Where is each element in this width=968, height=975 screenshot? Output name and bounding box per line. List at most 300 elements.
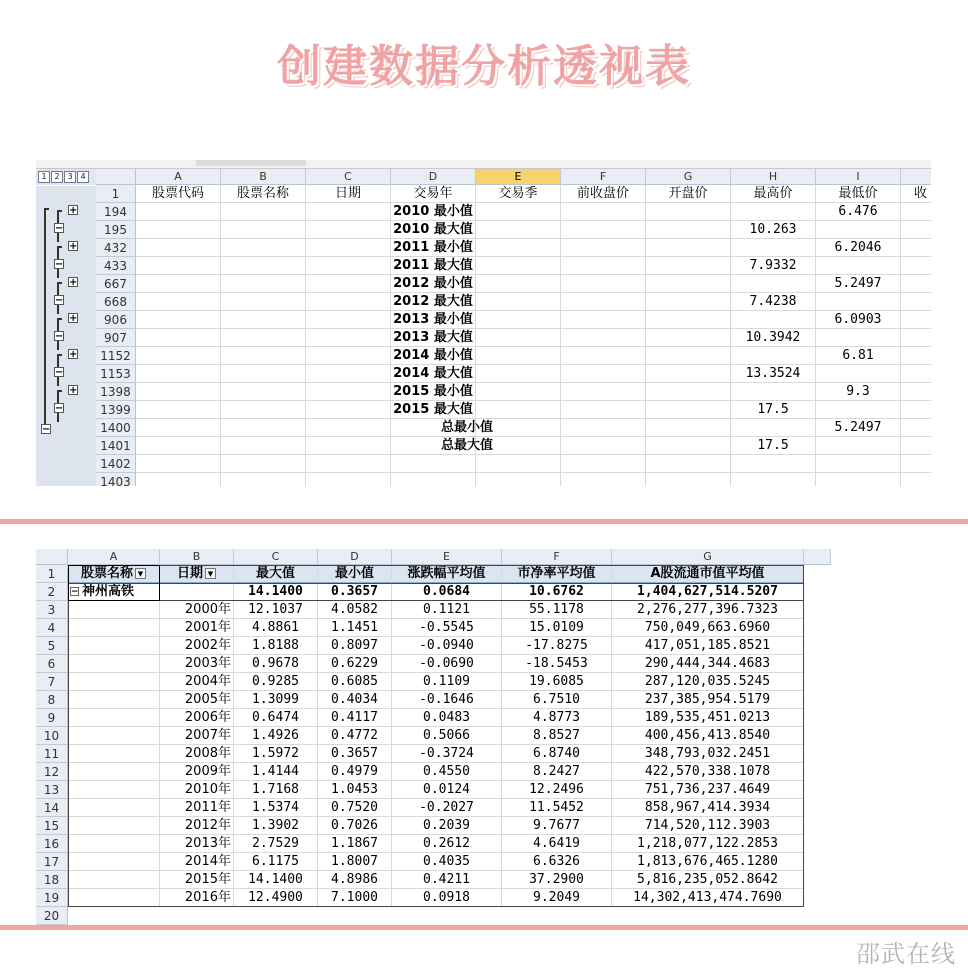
value-cell[interactable]: 1.8188 xyxy=(234,637,318,655)
sheet-cell[interactable] xyxy=(561,473,646,486)
sheet-cell[interactable] xyxy=(901,419,931,437)
sheet-cell[interactable] xyxy=(901,203,931,221)
value-cell[interactable]: 6.6326 xyxy=(502,853,612,871)
sheet-cell[interactable]: 10.263 xyxy=(731,221,816,239)
value-cell[interactable]: 1.1451 xyxy=(318,619,392,637)
sheet-cell[interactable] xyxy=(646,365,731,383)
sheet-cell[interactable] xyxy=(561,221,646,239)
value-cell[interactable]: 1.7168 xyxy=(234,781,318,799)
field-header-cell[interactable]: 交易年 xyxy=(391,185,476,203)
sheet-cell[interactable]: 2012 最小值 xyxy=(391,275,476,293)
outline-level-4-button[interactable]: 4 xyxy=(77,171,89,183)
row-header[interactable]: 432 xyxy=(96,239,136,257)
value-cell[interactable] xyxy=(68,727,160,745)
year-cell[interactable]: 2013年 xyxy=(160,835,234,853)
value-cell[interactable]: 0.2612 xyxy=(392,835,502,853)
value-cell[interactable]: 1.4144 xyxy=(234,763,318,781)
sheet-cell[interactable] xyxy=(306,311,391,329)
sheet-cell[interactable]: 2012 最大值 xyxy=(391,293,476,311)
sheet-cell[interactable] xyxy=(816,221,901,239)
value-cell[interactable]: 4.8986 xyxy=(318,871,392,889)
sheet-cell[interactable] xyxy=(136,275,221,293)
sheet-cell[interactable] xyxy=(561,455,646,473)
sheet-cell[interactable] xyxy=(136,329,221,347)
year-cell[interactable]: 2007年 xyxy=(160,727,234,745)
row-header[interactable]: 19 xyxy=(36,889,68,907)
value-cell[interactable] xyxy=(68,619,160,637)
value-cell[interactable]: 714,520,112.3903 xyxy=(612,817,804,835)
sheet-cell[interactable] xyxy=(901,275,931,293)
year-cell[interactable]: 2003年 xyxy=(160,655,234,673)
value-cell[interactable]: 4.8861 xyxy=(234,619,318,637)
outline-expand-button[interactable]: + xyxy=(69,313,78,324)
value-cell[interactable]: 0.6229 xyxy=(318,655,392,673)
year-cell[interactable]: 2014年 xyxy=(160,853,234,871)
row-header[interactable]: 195 xyxy=(96,221,136,239)
sheet-cell[interactable] xyxy=(561,311,646,329)
sheet-cell[interactable] xyxy=(646,329,731,347)
value-cell[interactable]: 0.4772 xyxy=(318,727,392,745)
row-header[interactable]: 13 xyxy=(36,781,68,799)
sheet-cell[interactable] xyxy=(306,347,391,365)
value-cell[interactable]: 2.7529 xyxy=(234,835,318,853)
sheet-cell[interactable]: 5.2497 xyxy=(816,275,901,293)
sheet-cell[interactable] xyxy=(561,203,646,221)
sheet-cell[interactable] xyxy=(221,455,306,473)
value-cell[interactable]: 0.9285 xyxy=(234,673,318,691)
field-header-cell[interactable]: 开盘价 xyxy=(646,185,731,203)
value-cell[interactable]: 55.1178 xyxy=(502,601,612,619)
sheet-cell[interactable] xyxy=(476,275,561,293)
row-header[interactable]: 1 xyxy=(36,565,68,583)
value-cell[interactable]: 37.2900 xyxy=(502,871,612,889)
column-header-C[interactable]: C xyxy=(234,549,318,565)
row-header[interactable]: 18 xyxy=(36,871,68,889)
column-header-B[interactable]: B xyxy=(160,549,234,565)
outline-collapse-button[interactable]: − xyxy=(55,259,64,270)
sheet-cell[interactable] xyxy=(901,473,931,486)
sheet-cell[interactable] xyxy=(306,383,391,401)
sheet-cell[interactable] xyxy=(221,383,306,401)
sheet-cell[interactable] xyxy=(306,293,391,311)
sheet-cell[interactable]: 6.2046 xyxy=(816,239,901,257)
sheet-cell[interactable] xyxy=(306,239,391,257)
value-cell[interactable]: 0.7026 xyxy=(318,817,392,835)
row-header[interactable]: 1399 xyxy=(96,401,136,419)
value-cell[interactable]: 0.1109 xyxy=(392,673,502,691)
sheet-cell[interactable] xyxy=(306,329,391,347)
sheet-cell[interactable] xyxy=(221,365,306,383)
value-cell[interactable]: 0.2039 xyxy=(392,817,502,835)
sheet-cell[interactable] xyxy=(221,347,306,365)
sheet-cell[interactable] xyxy=(136,221,221,239)
value-cell[interactable]: 0.6085 xyxy=(318,673,392,691)
sheet-cell[interactable] xyxy=(646,239,731,257)
sheet-cell[interactable] xyxy=(561,329,646,347)
sheet-cell[interactable] xyxy=(901,257,931,275)
sheet-cell[interactable] xyxy=(476,203,561,221)
value-cell[interactable]: 0.0918 xyxy=(392,889,502,907)
value-cell[interactable]: -0.0940 xyxy=(392,637,502,655)
sheet-cell[interactable] xyxy=(646,257,731,275)
outline-collapse-button[interactable]: − xyxy=(55,331,64,342)
value-cell[interactable]: 15.0109 xyxy=(502,619,612,637)
row-header[interactable]: 906 xyxy=(96,311,136,329)
sheet-cell[interactable] xyxy=(136,365,221,383)
row-header[interactable]: 6 xyxy=(36,655,68,673)
value-cell[interactable] xyxy=(68,889,160,907)
sheet-cell[interactable] xyxy=(136,419,221,437)
sheet-cell[interactable] xyxy=(476,455,561,473)
sheet-cell[interactable] xyxy=(476,437,561,455)
sheet-cell[interactable] xyxy=(391,473,476,486)
field-header-cell[interactable]: 前收盘价 xyxy=(561,185,646,203)
value-cell[interactable]: 8.8527 xyxy=(502,727,612,745)
row-header[interactable]: 1152 xyxy=(96,347,136,365)
field-header-cell[interactable]: 最高价 xyxy=(731,185,816,203)
sheet-cell[interactable]: 2013 最大值 xyxy=(391,329,476,347)
value-cell[interactable]: 1.5374 xyxy=(234,799,318,817)
row-header[interactable]: 1 xyxy=(96,185,136,203)
sheet-cell[interactable] xyxy=(816,293,901,311)
value-cell[interactable]: 751,736,237.4649 xyxy=(612,781,804,799)
outline-expand-button[interactable]: + xyxy=(69,205,78,216)
outline-level-1-button[interactable]: 1 xyxy=(38,171,50,183)
row-header[interactable]: 14 xyxy=(36,799,68,817)
value-cell[interactable] xyxy=(68,745,160,763)
row-header[interactable]: 8 xyxy=(36,691,68,709)
field-header-cell[interactable]: 最低价 xyxy=(816,185,901,203)
value-cell[interactable]: 11.5452 xyxy=(502,799,612,817)
column-header-F[interactable]: F xyxy=(561,169,646,185)
row-header[interactable]: 1402 xyxy=(96,455,136,473)
outline-collapse-button[interactable]: − xyxy=(42,424,51,435)
row-header[interactable]: 1401 xyxy=(96,437,136,455)
sheet-cell[interactable] xyxy=(731,311,816,329)
value-cell[interactable] xyxy=(68,781,160,799)
sheet-cell[interactable] xyxy=(221,275,306,293)
value-cell[interactable]: 0.6474 xyxy=(234,709,318,727)
sheet-cell[interactable] xyxy=(476,221,561,239)
pivot-total-cell[interactable]: 1,404,627,514.5207 xyxy=(612,583,804,601)
sheet-cell[interactable] xyxy=(901,401,931,419)
pivot-header-cell[interactable] xyxy=(392,565,502,583)
value-cell[interactable]: -0.5545 xyxy=(392,619,502,637)
value-cell[interactable]: -0.0690 xyxy=(392,655,502,673)
sheet-cell[interactable] xyxy=(221,293,306,311)
pivot-header-cell[interactable] xyxy=(68,565,160,583)
sheet-cell[interactable] xyxy=(221,239,306,257)
sheet-cell[interactable] xyxy=(731,419,816,437)
value-cell[interactable]: 1.8007 xyxy=(318,853,392,871)
sheet-cell[interactable] xyxy=(561,437,646,455)
column-header-C[interactable]: C xyxy=(306,169,391,185)
value-cell[interactable]: 1.0453 xyxy=(318,781,392,799)
value-cell[interactable]: 8.2427 xyxy=(502,763,612,781)
sheet-cell[interactable] xyxy=(136,239,221,257)
row-header[interactable]: 433 xyxy=(96,257,136,275)
value-cell[interactable]: 1.3099 xyxy=(234,691,318,709)
sheet-cell[interactable] xyxy=(476,257,561,275)
sheet-cell[interactable] xyxy=(816,257,901,275)
outline-collapse-button[interactable]: − xyxy=(55,403,64,414)
year-cell[interactable]: 2002年 xyxy=(160,637,234,655)
sheet-cell[interactable] xyxy=(731,239,816,257)
sheet-cell[interactable] xyxy=(561,419,646,437)
sheet-cell[interactable] xyxy=(136,347,221,365)
sheet-cell[interactable]: 2011 最小值 xyxy=(391,239,476,257)
column-header-F[interactable]: F xyxy=(502,549,612,565)
row-header[interactable]: 194 xyxy=(96,203,136,221)
field-header-cell[interactable]: 日期 xyxy=(306,185,391,203)
value-cell[interactable]: 0.0483 xyxy=(392,709,502,727)
row-header[interactable]: 9 xyxy=(36,709,68,727)
value-cell[interactable]: 5,816,235,052.8642 xyxy=(612,871,804,889)
row-header[interactable]: 16 xyxy=(36,835,68,853)
sheet-cell[interactable]: 2015 最大值 xyxy=(391,401,476,419)
row-header[interactable]: 668 xyxy=(96,293,136,311)
row-header[interactable]: 7 xyxy=(36,673,68,691)
sheet-cell[interactable] xyxy=(816,473,901,486)
sheet-cell[interactable] xyxy=(306,275,391,293)
pivot-header-cell[interactable] xyxy=(160,565,234,583)
sheet-cell[interactable] xyxy=(306,401,391,419)
sheet-cell[interactable] xyxy=(646,221,731,239)
column-header-D[interactable]: D xyxy=(318,549,392,565)
sheet-cell[interactable] xyxy=(561,257,646,275)
sheet-cell[interactable] xyxy=(816,455,901,473)
sheet-cell[interactable] xyxy=(731,203,816,221)
sheet-cell[interactable]: 17.5 xyxy=(731,437,816,455)
sheet-cell[interactable] xyxy=(221,221,306,239)
value-cell[interactable]: 2,276,277,396.7323 xyxy=(612,601,804,619)
sheet-cell[interactable] xyxy=(561,347,646,365)
row-header[interactable]: 10 xyxy=(36,727,68,745)
row-header[interactable]: 1398 xyxy=(96,383,136,401)
value-cell[interactable]: 9.7677 xyxy=(502,817,612,835)
pivot-total-cell[interactable]: 10.6762 xyxy=(502,583,612,601)
outline-expand-button[interactable]: + xyxy=(69,277,78,288)
sheet-cell[interactable] xyxy=(646,293,731,311)
sheet-cell[interactable] xyxy=(901,239,931,257)
outline-level-2-button[interactable]: 2 xyxy=(51,171,63,183)
year-cell[interactable]: 2016年 xyxy=(160,889,234,907)
sheet-cell[interactable] xyxy=(136,203,221,221)
value-cell[interactable]: 1.4926 xyxy=(234,727,318,745)
value-cell[interactable]: 0.7520 xyxy=(318,799,392,817)
column-header-I[interactable]: I xyxy=(816,169,901,185)
value-cell[interactable]: 6.8740 xyxy=(502,745,612,763)
value-cell[interactable]: 0.1121 xyxy=(392,601,502,619)
row-header[interactable]: 667 xyxy=(96,275,136,293)
sheet-cell[interactable] xyxy=(646,419,731,437)
value-cell[interactable]: -0.3724 xyxy=(392,745,502,763)
value-cell[interactable]: 189,535,451.0213 xyxy=(612,709,804,727)
year-cell[interactable]: 2005年 xyxy=(160,691,234,709)
sheet-cell[interactable] xyxy=(816,365,901,383)
value-cell[interactable]: 287,120,035.5245 xyxy=(612,673,804,691)
sheet-cell[interactable] xyxy=(561,401,646,419)
value-cell[interactable]: 422,570,338.1078 xyxy=(612,763,804,781)
sheet-cell[interactable] xyxy=(476,383,561,401)
field-header-cell[interactable]: 股票名称 xyxy=(221,185,306,203)
sheet-cell[interactable] xyxy=(646,455,731,473)
column-header-G[interactable]: G xyxy=(612,549,804,565)
sheet-cell[interactable] xyxy=(901,329,931,347)
sheet-cell[interactable] xyxy=(136,293,221,311)
row-header[interactable]: 5 xyxy=(36,637,68,655)
sheet-cell[interactable] xyxy=(306,473,391,486)
outline-collapse-button[interactable]: − xyxy=(55,223,64,234)
value-cell[interactable] xyxy=(68,691,160,709)
sheet-cell[interactable] xyxy=(306,221,391,239)
sheet-cell[interactable] xyxy=(476,293,561,311)
value-cell[interactable] xyxy=(68,799,160,817)
column-header-A[interactable]: A xyxy=(68,549,160,565)
value-cell[interactable]: 348,793,032.2451 xyxy=(612,745,804,763)
column-header-blank[interactable] xyxy=(804,549,831,565)
row-header[interactable]: 20 xyxy=(36,907,68,925)
row-header[interactable]: 15 xyxy=(36,817,68,835)
row-header[interactable]: 12 xyxy=(36,763,68,781)
row-header[interactable]: 4 xyxy=(36,619,68,637)
sheet-cell[interactable] xyxy=(561,293,646,311)
sheet-cell[interactable] xyxy=(136,437,221,455)
value-cell[interactable]: -0.1646 xyxy=(392,691,502,709)
value-cell[interactable] xyxy=(68,655,160,673)
value-cell[interactable]: 4.6419 xyxy=(502,835,612,853)
sheet-cell[interactable] xyxy=(646,347,731,365)
value-cell[interactable] xyxy=(68,709,160,727)
column-header-E[interactable]: E xyxy=(392,549,502,565)
value-cell[interactable]: 0.4034 xyxy=(318,691,392,709)
value-cell[interactable]: 0.3657 xyxy=(318,745,392,763)
value-cell[interactable]: 0.4550 xyxy=(392,763,502,781)
value-cell[interactable] xyxy=(68,835,160,853)
outline-collapse-button[interactable]: − xyxy=(55,367,64,378)
sheet-cell[interactable] xyxy=(476,401,561,419)
sheet-cell[interactable] xyxy=(561,239,646,257)
year-cell[interactable]: 2008年 xyxy=(160,745,234,763)
value-cell[interactable]: 12.2496 xyxy=(502,781,612,799)
value-cell[interactable] xyxy=(68,673,160,691)
pivot-total-cell[interactable] xyxy=(68,583,160,601)
value-cell[interactable]: 237,385,954.5179 xyxy=(612,691,804,709)
sheet-cell[interactable] xyxy=(221,401,306,419)
year-cell[interactable]: 2009年 xyxy=(160,763,234,781)
value-cell[interactable]: 4.8773 xyxy=(502,709,612,727)
sheet-cell[interactable]: 2011 最大值 xyxy=(391,257,476,275)
value-cell[interactable]: 7.1000 xyxy=(318,889,392,907)
value-cell[interactable]: 19.6085 xyxy=(502,673,612,691)
sheet-cell[interactable] xyxy=(901,365,931,383)
sheet-cell[interactable] xyxy=(306,257,391,275)
value-cell[interactable]: -0.2027 xyxy=(392,799,502,817)
sheet-cell[interactable] xyxy=(561,383,646,401)
value-cell[interactable] xyxy=(68,601,160,619)
value-cell[interactable]: 1.1867 xyxy=(318,835,392,853)
sheet-cell[interactable]: 9.3 xyxy=(816,383,901,401)
collapse-icon[interactable]: − xyxy=(71,587,79,597)
sheet-cell[interactable]: 2015 最小值 xyxy=(391,383,476,401)
sheet-cell[interactable] xyxy=(476,239,561,257)
pivot-header-cell[interactable] xyxy=(502,565,612,583)
sheet-cell[interactable] xyxy=(221,311,306,329)
sheet-cell[interactable]: 2014 最大值 xyxy=(391,365,476,383)
sheet-cell[interactable] xyxy=(136,311,221,329)
pivot-header-cell[interactable] xyxy=(318,565,392,583)
value-cell[interactable]: 858,967,414.3934 xyxy=(612,799,804,817)
value-cell[interactable] xyxy=(68,637,160,655)
sheet-cell[interactable]: 2010 最小值 xyxy=(391,203,476,221)
sheet-cell[interactable]: 6.476 xyxy=(816,203,901,221)
sheet-cell[interactable] xyxy=(136,401,221,419)
outline-expand-button[interactable]: + xyxy=(69,385,78,396)
pivot-header-cell[interactable] xyxy=(234,565,318,583)
sheet-cell[interactable]: 17.5 xyxy=(731,401,816,419)
sheet-cell[interactable] xyxy=(646,311,731,329)
sheet-cell[interactable] xyxy=(646,473,731,486)
sheet-cell[interactable] xyxy=(476,473,561,486)
value-cell[interactable]: -18.5453 xyxy=(502,655,612,673)
sheet-cell[interactable]: 10.3942 xyxy=(731,329,816,347)
sheet-cell[interactable] xyxy=(306,365,391,383)
sheet-cell[interactable] xyxy=(731,473,816,486)
sheet-cell[interactable] xyxy=(306,455,391,473)
sheet-cell[interactable]: 2010 最大值 xyxy=(391,221,476,239)
column-header-E[interactable]: E xyxy=(476,169,561,185)
sheet-cell[interactable] xyxy=(816,329,901,347)
sheet-cell[interactable] xyxy=(221,203,306,221)
value-cell[interactable]: 0.4979 xyxy=(318,763,392,781)
year-cell[interactable]: 2006年 xyxy=(160,709,234,727)
field-header-cell[interactable]: 收 xyxy=(901,185,931,203)
row-header[interactable]: 1400 xyxy=(96,419,136,437)
value-cell[interactable]: 417,051,185.8521 xyxy=(612,637,804,655)
sheet-cell[interactable] xyxy=(901,437,931,455)
value-cell[interactable]: 9.2049 xyxy=(502,889,612,907)
sheet-cell[interactable] xyxy=(306,437,391,455)
field-header-cell[interactable]: 股票代码 xyxy=(136,185,221,203)
value-cell[interactable]: 6.1175 xyxy=(234,853,318,871)
sheet-cell[interactable] xyxy=(816,401,901,419)
value-cell[interactable] xyxy=(68,763,160,781)
value-cell[interactable]: 14,302,413,474.7690 xyxy=(612,889,804,907)
row-header[interactable]: 3 xyxy=(36,601,68,619)
year-cell[interactable]: 2010年 xyxy=(160,781,234,799)
value-cell[interactable]: 0.0124 xyxy=(392,781,502,799)
sheet-cell[interactable] xyxy=(136,473,221,486)
outline-expand-button[interactable]: + xyxy=(69,241,78,252)
sheet-cell[interactable] xyxy=(476,419,561,437)
sheet-cell[interactable] xyxy=(561,275,646,293)
column-header-B[interactable]: B xyxy=(221,169,306,185)
row-header[interactable]: 907 xyxy=(96,329,136,347)
sheet-cell[interactable] xyxy=(731,347,816,365)
sheet-cell[interactable]: 总最大值 xyxy=(391,437,476,455)
select-all-corner-2[interactable] xyxy=(36,549,68,565)
filter-dropdown-icon[interactable]: ▼ xyxy=(135,568,146,579)
value-cell[interactable]: 6.7510 xyxy=(502,691,612,709)
sheet-cell[interactable] xyxy=(731,275,816,293)
value-cell[interactable] xyxy=(68,817,160,835)
filter-dropdown-icon[interactable]: ▼ xyxy=(205,568,216,579)
sheet-cell[interactable] xyxy=(306,419,391,437)
value-cell[interactable]: 750,049,663.6960 xyxy=(612,619,804,637)
row-header[interactable]: 1403 xyxy=(96,473,136,486)
outline-expand-button[interactable]: + xyxy=(69,349,78,360)
sheet-cell[interactable]: 2013 最小值 xyxy=(391,311,476,329)
